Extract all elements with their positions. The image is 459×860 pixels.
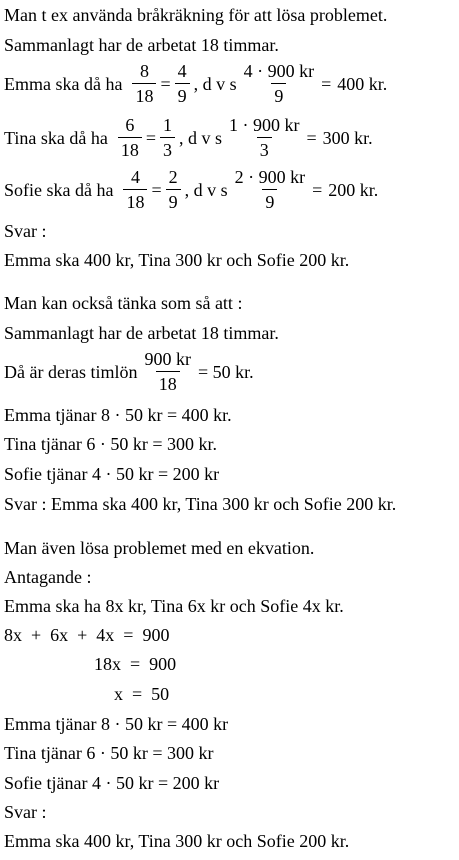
- section2-answer: Svar : Emma ska 400 kr, Tina 300 kr och Sofie 200 kr.: [4, 494, 397, 514]
- emma-fraction-1: $\frac{8}{18}$: [132, 62, 156, 105]
- tina-result: 300 kr.: [322, 127, 373, 148]
- sofie-fraction-2: $\frac{2}{9}$: [166, 168, 181, 211]
- section3-emma: Emma tjänar 8 · 50 kr = 400 kr: [4, 714, 229, 734]
- tina-prefix: Tina ska då ha: [4, 127, 108, 148]
- equals: =: [312, 179, 323, 200]
- equation-line-3: x = 50: [114, 684, 170, 704]
- section1-intro: Man t ex använda bråkräkning för att lösa problemet.: [4, 5, 388, 25]
- sofie-result: 200 kr.: [328, 179, 379, 200]
- equals: =: [306, 127, 317, 148]
- sofie-fraction-1: $\frac{4}{18}$: [123, 168, 147, 211]
- section2-sofie: Sofie tjänar 4 · 50 kr = 200 kr: [4, 464, 220, 484]
- section2-emma: Emma tjänar 8 · 50 kr = 400 kr.: [4, 405, 232, 425]
- emma-result: 400 kr.: [337, 73, 388, 94]
- tina-fraction-1: $\frac{6}{18}$: [118, 116, 142, 159]
- section2-total: Sammanlagt har de arbetat 18 timmar.: [4, 323, 279, 343]
- equals: =: [321, 73, 332, 94]
- section2-intro: Man kan också tänka som så att :: [4, 293, 243, 313]
- sofie-prefix: Sofie ska då ha: [4, 179, 114, 200]
- equation-line-2: 18x = 900: [94, 654, 177, 674]
- tina-fraction-3: $\frac{1 \cdot 900 kr}{3}$: [229, 115, 300, 160]
- equals: =: [151, 179, 162, 200]
- equals: =: [160, 73, 171, 94]
- section1-answer: Emma ska 400 kr, Tina 300 kr och Sofie 200 kr.: [4, 250, 350, 270]
- emma-fraction-3: $\frac{4 \cdot 900 kr}{9}$: [243, 61, 315, 106]
- rate-prefix: Då är deras timlön: [4, 361, 138, 382]
- section3-intro: Man även lösa problemet med en ekvation.: [4, 538, 315, 558]
- section1-total: Sammanlagt har de arbetat 18 timmar.: [4, 35, 279, 55]
- emma-fraction-2: $\frac{4}{9}$: [175, 62, 190, 105]
- rate-fraction: $\frac{900 kr}{18}$: [144, 349, 191, 394]
- dvs: , d v s: [193, 73, 237, 94]
- equals: =: [145, 127, 156, 148]
- section2-tina: Tina tjänar 6 · 50 kr = 300 kr.: [4, 434, 217, 454]
- section1-tina-row: [4, 116, 373, 159]
- section3-tina: Tina tjänar 6 · 50 kr = 300 kr: [4, 743, 214, 763]
- section3-assumption: Emma ska ha 8x kr, Tina 6x kr och Sofie 4x kr.: [4, 596, 344, 616]
- section1-sofie-row: [4, 168, 378, 211]
- emma-prefix: Emma ska då ha: [4, 73, 123, 94]
- section3-assumption-label: Antagande :: [4, 567, 92, 587]
- tina-fraction-2: $\frac{1}{3}$: [160, 116, 175, 159]
- rate-result: = 50 kr.: [197, 361, 254, 382]
- section3-svar-label: Svar :: [4, 802, 47, 822]
- section3-sofie: Sofie tjänar 4 · 50 kr = 200 kr: [4, 773, 220, 793]
- section1-svar-label: Svar :: [4, 221, 47, 241]
- equation-line-1: 8x + 6x + 4x = 900: [4, 625, 170, 645]
- dvs: , d v s: [178, 127, 222, 148]
- sofie-fraction-3: $\frac{2 \cdot 900 kr}{9}$: [234, 167, 306, 212]
- section1-emma-row: [4, 62, 387, 105]
- dvs: , d v s: [184, 179, 228, 200]
- section3-answer: Emma ska 400 kr, Tina 300 kr och Sofie 200 kr.: [4, 831, 350, 851]
- section2-rate-row: [4, 350, 254, 393]
